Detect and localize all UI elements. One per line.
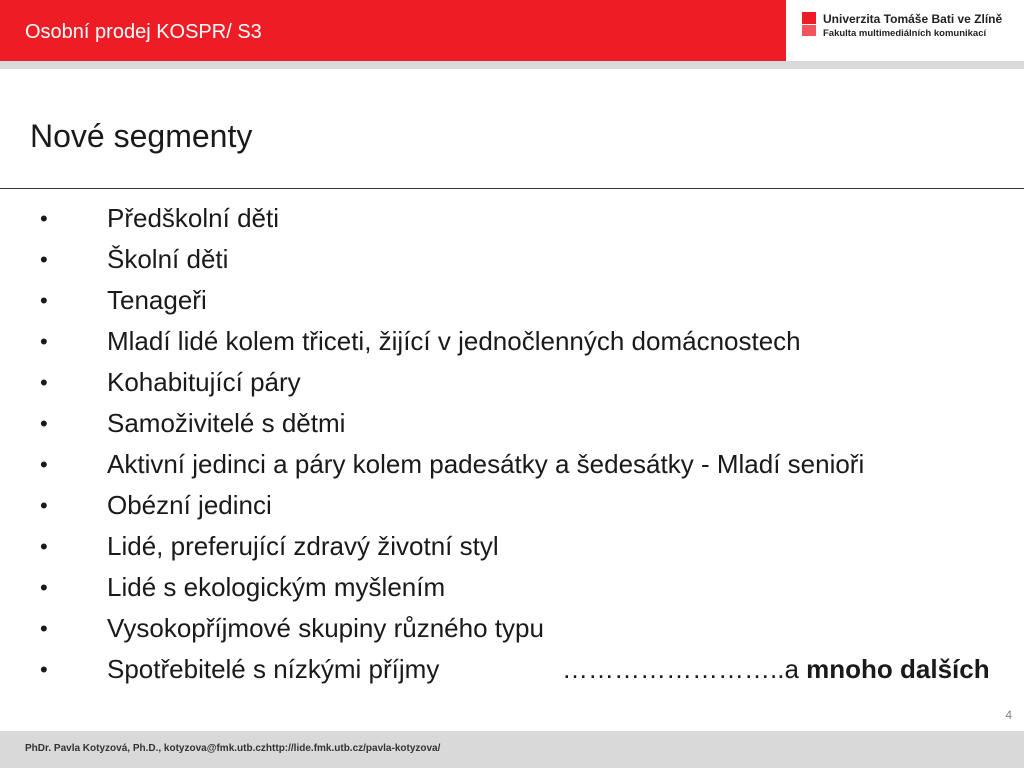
bullet-icon: • (40, 616, 48, 641)
list-item (0, 198, 1024, 239)
bullet-icon: • (40, 452, 48, 477)
segment-list (0, 198, 1024, 690)
bullet-icon: • (40, 288, 48, 313)
list-item (0, 608, 1024, 649)
list-item-text: Obézní jedinci (107, 490, 272, 520)
list-item-text: Spotřebitelé s nízkými příjmy (107, 654, 440, 684)
bullet-icon: • (40, 657, 48, 682)
utb-logo-icon (802, 12, 816, 36)
list-item-text: Lidé, preferující zdravý životní styl (107, 531, 499, 561)
list-item-text: Tenageři (107, 285, 207, 315)
faculty-name: Fakulta multimediálních komunikací (823, 28, 987, 39)
list-item-text: Kohabitující páry (107, 367, 301, 397)
footer-author-text: PhDr. Pavla Kotyzová, Ph.D., kotyzova@fmk.utb.czhttp://lide.fmk.utb.cz/pavla-kotyzova/ (25, 743, 441, 754)
list-item-text: Mladí lidé kolem třiceti, žijící v jednočlenných domácnostech (107, 326, 801, 356)
ellipsis-text: ……………………..a (562, 654, 807, 684)
more-segments-text (562, 649, 990, 690)
list-item-text: Vysokopříjmové skupiny různého typu (107, 613, 544, 643)
list-item (0, 362, 1024, 403)
title-underline (0, 188, 1024, 189)
slide-title: Nové segmenty (30, 118, 253, 154)
course-title: Osobní prodej KOSPR/ S3 (25, 21, 262, 43)
list-item (0, 239, 1024, 280)
page-number: 4 (1005, 708, 1012, 722)
bullet-icon: • (40, 411, 48, 436)
list-item (0, 403, 1024, 444)
list-item (0, 444, 1024, 485)
university-name: Univerzita Tomáše Bati ve Zlíně (823, 12, 1003, 26)
bullet-icon: • (40, 370, 48, 395)
bullet-icon: • (40, 247, 48, 272)
list-item-text: Aktivní jedinci a páry kolem padesátky a šedesátky - Mladí senioři (107, 449, 865, 479)
list-item (0, 567, 1024, 608)
header-divider (0, 61, 1024, 69)
bullet-icon: • (40, 206, 48, 231)
list-item-text: Samoživitelé s dětmi (107, 408, 346, 438)
list-item-text: Školní děti (107, 244, 229, 274)
list-item-text: Lidé s ekologickým myšlením (107, 572, 446, 602)
list-item (0, 280, 1024, 321)
bullet-icon: • (40, 329, 48, 354)
emphasis-text: mnoho dalších (806, 654, 990, 684)
bullet-icon: • (40, 575, 48, 600)
footer-bar (0, 731, 1024, 768)
university-logo (802, 12, 1014, 44)
list-item (0, 485, 1024, 526)
bullet-icon: • (40, 534, 48, 559)
list-item (0, 321, 1024, 362)
list-item-text: Předškolní děti (107, 203, 279, 233)
list-item (0, 526, 1024, 567)
bullet-icon: • (40, 493, 48, 518)
header-band (0, 0, 786, 61)
list-item (0, 649, 1024, 690)
